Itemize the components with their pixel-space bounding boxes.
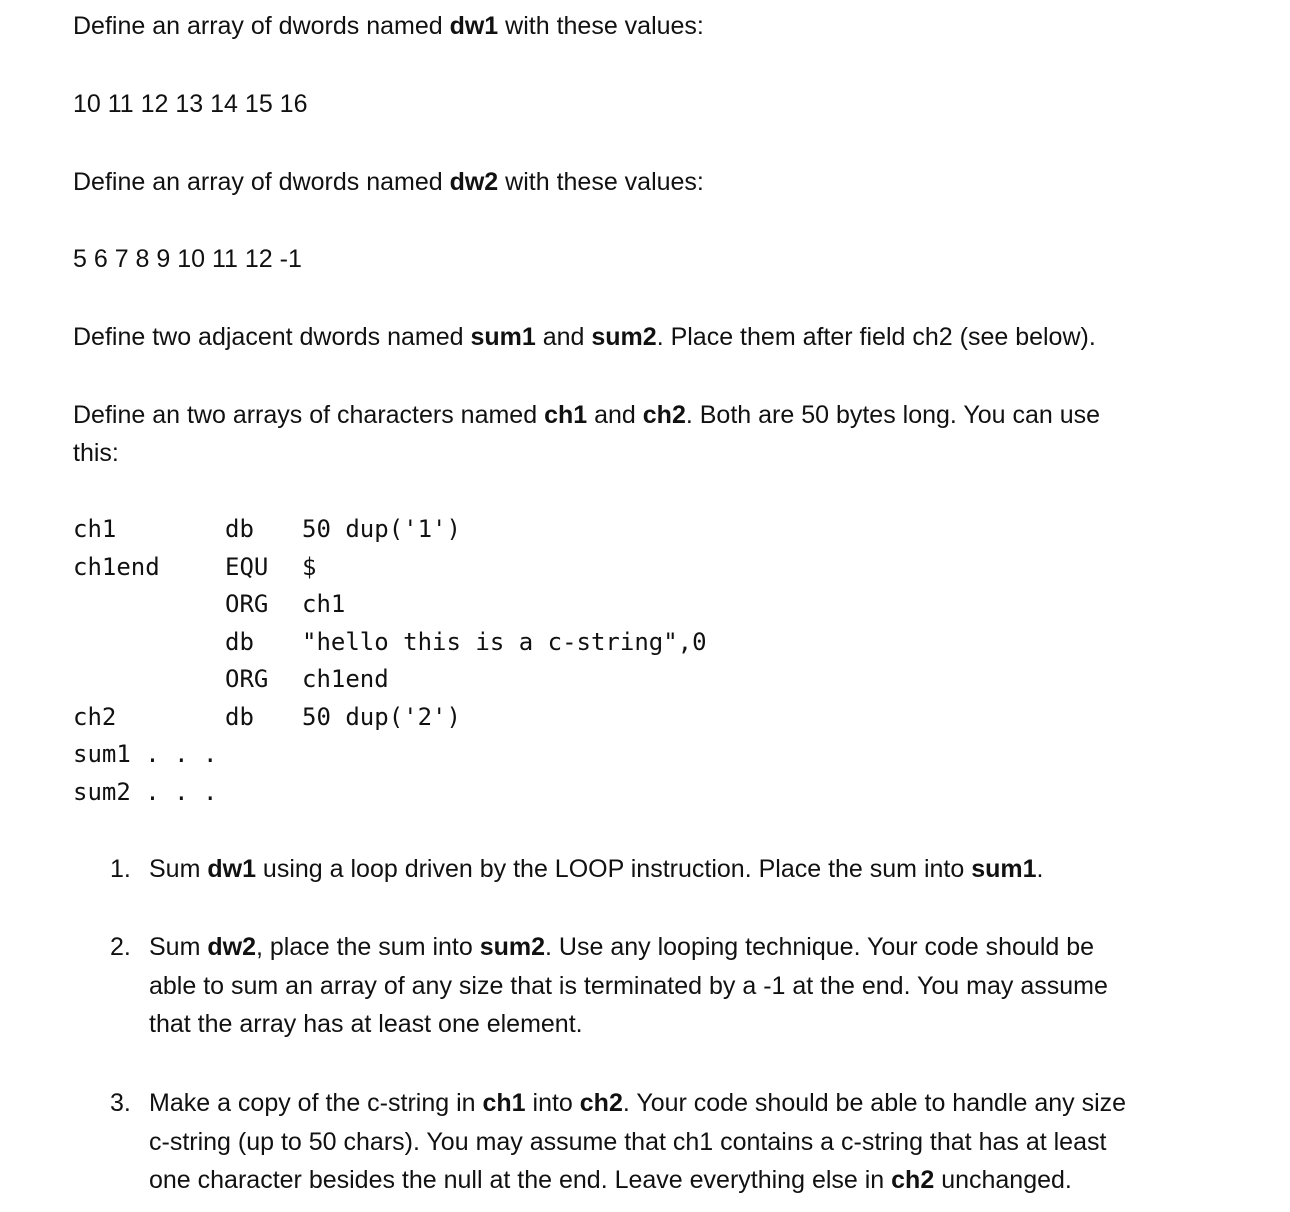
task-number: 2.: [110, 933, 131, 961]
dw1-instruction-suffix: with these values:: [498, 12, 704, 40]
task-number: 3.: [110, 1089, 131, 1117]
task-bold: dw1: [207, 855, 256, 883]
ch-instruction-text: Define an two arrays of characters named: [73, 401, 545, 429]
dw2-instruction-suffix: with these values:: [498, 168, 704, 196]
task-bold: ch2: [579, 1089, 623, 1117]
sum-instruction-suffix: . Place them after field ch2 (see below).: [656, 323, 1096, 351]
sum1-name: sum1: [470, 323, 536, 351]
task-text: one character besides the null at the end. Leave everything else in: [149, 1166, 892, 1194]
code-arg: ch1end: [302, 665, 389, 693]
code-op: db: [225, 515, 254, 543]
code-op: EQU: [225, 552, 269, 581]
code-arg: 50 dup('2'): [302, 702, 461, 731]
task-bold: ch1: [482, 1089, 526, 1117]
task-line: that the array has at least one element.: [149, 1010, 583, 1038]
code-label: ch1: [73, 515, 117, 543]
task-text: , place the sum into: [255, 933, 480, 961]
dw2-values: 5 6 7 8 9 10 11 12 -1: [73, 245, 302, 273]
task-number: 1.: [110, 855, 131, 883]
code-arg: 50 dup('1'): [302, 515, 461, 543]
dw2-instruction: [73, 163, 704, 201]
sum2-name: sum2: [591, 323, 657, 351]
dw1-name: dw1: [449, 12, 499, 40]
task-bold: sum2: [479, 933, 546, 961]
sum-and-text: and: [535, 323, 592, 351]
task-text: . Use any looping technique. Your code should be: [545, 933, 1095, 961]
ch-instruction-line2: this:: [73, 439, 119, 467]
task-item: [110, 1084, 1239, 1200]
task-text: .: [1036, 855, 1044, 883]
task-text: Make a copy of the c-string in: [149, 1089, 483, 1117]
code-op: ORG: [225, 665, 269, 693]
task-line: [149, 850, 1239, 889]
code-label: ch1end: [73, 552, 160, 581]
code-op: db: [225, 702, 254, 731]
code-op: ORG: [225, 590, 269, 618]
ch-instruction-line1: [73, 396, 1100, 434]
task-item: [110, 850, 1239, 889]
code-arg: "hello this is a c-string",0: [302, 627, 707, 656]
ch-instruction-suffix: . Both are 50 bytes long. You can use: [685, 401, 1101, 429]
task-text: into: [525, 1089, 580, 1117]
dw1-values: 10 11 12 13 14 15 16: [73, 90, 308, 118]
task-list: [110, 928, 1239, 1044]
dw2-instruction-text: Define an array of dwords named: [73, 168, 450, 196]
task-text: . Your code should be able to handle any size: [622, 1089, 1127, 1117]
task-list: [110, 1084, 1239, 1200]
code-arg: ch1: [302, 590, 346, 618]
ch2-name: ch2: [642, 401, 686, 429]
task-line: c-string (up to 50 chars). You may assume that ch1 contains a c-string that has at least: [149, 1127, 1107, 1156]
task-line: [149, 928, 1239, 967]
task-text: unchanged.: [934, 1166, 1072, 1194]
code-label: ch2: [73, 702, 117, 731]
task-line: [149, 1161, 1239, 1200]
dw1-instruction-text: Define an array of dwords named: [73, 12, 450, 40]
task-bold: ch2: [891, 1166, 935, 1194]
code-arg: $: [302, 552, 317, 581]
task-text: Sum: [149, 855, 208, 883]
code-label: sum1 . . .: [73, 740, 218, 768]
task-text: using a loop driven by the LOOP instruction. Place the sum into: [255, 855, 972, 883]
task-line: [149, 1084, 1239, 1123]
code-op: db: [225, 627, 254, 656]
task-line: able to sum an array of any size that is terminated by a -1 at the end. You may assume: [149, 971, 1108, 1000]
task-bold: dw2: [207, 933, 256, 961]
task-item: [110, 928, 1239, 1044]
ch1-name: ch1: [544, 401, 588, 429]
dw1-instruction: [73, 7, 704, 45]
task-list: [110, 850, 1239, 889]
task-bold: sum1: [971, 855, 1037, 883]
dw2-name: dw2: [449, 168, 499, 196]
sum-instruction: [73, 318, 1096, 356]
code-label: sum2 . . .: [73, 777, 218, 806]
sum-instruction-text: Define two adjacent dwords named: [73, 323, 471, 351]
ch-and-text: and: [587, 401, 643, 429]
task-text: Sum: [149, 933, 208, 961]
